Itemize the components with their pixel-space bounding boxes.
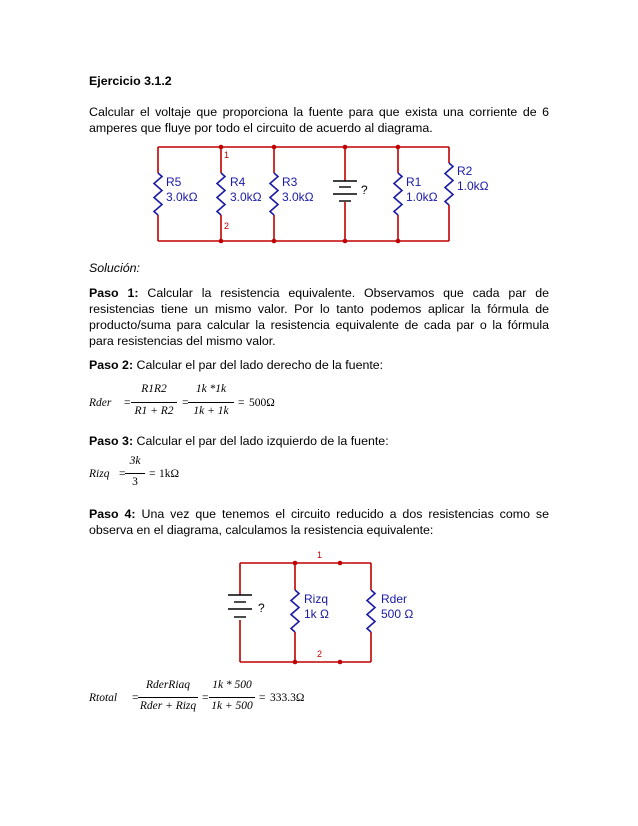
step2-text: Calcular el par del lado derecho de la fuente:: [136, 358, 384, 372]
r2-value: 1.0kΩ: [457, 179, 489, 193]
rder-equals-2: =: [182, 397, 189, 409]
rizq-result: 1kΩ: [159, 468, 180, 480]
step1-line-2: resistencias tiene un mismo valor. Por lo tanto podemos aplicar la fórmula de: [89, 302, 549, 316]
rizq-symbol: Rizq: [89, 468, 110, 480]
rtotal-symbol: Rtotal: [89, 692, 118, 704]
exercise-title: Ejercicio 3.1.2: [89, 74, 172, 88]
r4-name: R4: [230, 175, 246, 189]
rtotal-numerator-2: 1k * 500: [212, 679, 252, 691]
r3-name: R3: [282, 175, 298, 189]
r2-name: R2: [457, 164, 473, 178]
rtotal-result: 333.3Ω: [270, 692, 305, 704]
rizq-resistor-symbol: [291, 590, 299, 632]
solution-heading: Solución:: [89, 261, 140, 275]
circuit1-node-bottom: 2: [224, 221, 230, 231]
rder-equals-3: =: [238, 397, 245, 409]
rizq-denominator: 3: [132, 476, 138, 488]
r1-value: 1.0kΩ: [406, 190, 438, 204]
rizq-equals-1: =: [119, 468, 126, 480]
circuit2-node-bottom: 2: [317, 649, 323, 659]
intro-line-1: Calcular el voltaje que proporciona la fuente para que exista una corriente de 6: [89, 105, 549, 119]
r3-value: 3.0kΩ: [282, 190, 314, 204]
rder-denominator-2: 1k + 1k: [193, 405, 229, 417]
r5-name: R5: [166, 175, 182, 189]
rtotal-equals-3: =: [259, 692, 266, 704]
rizq-numerator: 3k: [129, 455, 141, 467]
rtotal-numerator-1: RderRiaq: [145, 679, 191, 691]
r5-value: 3.0kΩ: [166, 190, 198, 204]
r1-name: R1: [406, 175, 422, 189]
rder-resistor-symbol: [367, 590, 375, 632]
rizq-value: 1k Ω: [304, 607, 329, 621]
rder-result: 500Ω: [249, 397, 275, 409]
rder-denominator-1: R1 + R2: [134, 405, 174, 417]
step3-label: Paso 3:: [89, 434, 134, 448]
step1-label: Paso 1:: [89, 286, 139, 300]
step4-line-2: observa en el diagrama, calculamos la resistencia equivalente:: [89, 523, 434, 537]
rtotal-equals-1: =: [132, 692, 139, 704]
circuit1-source-label: ?: [361, 183, 368, 197]
rtotal-denominator-2: 1k + 500: [211, 700, 253, 712]
rder-equals-1: =: [124, 397, 131, 409]
step3-text: Calcular el par del lado izquierdo de la fuente:: [136, 434, 389, 448]
r4-value: 3.0kΩ: [230, 190, 262, 204]
step4-label: Paso 4:: [89, 507, 136, 521]
rtotal-equals-2: =: [202, 692, 209, 704]
rder-numerator-2: 1k *1k: [195, 383, 227, 395]
step1-text-1: Calcular la resistencia equivalente. Observamos que cada par de: [147, 286, 549, 300]
rder-symbol: Rder: [89, 397, 112, 409]
rizq-name: Rizq: [304, 592, 329, 606]
rder-numerator-1: R1R2: [141, 383, 167, 395]
step1-line-3: producto/suma para calcular la resistencia equivalente de cada par o la fórmula: [89, 318, 549, 332]
rder-name: Rder: [381, 592, 408, 606]
step1-line-4: para resistencias del mismo valor.: [89, 334, 276, 348]
fraction-bar: [209, 697, 255, 698]
battery-symbol-2: [228, 595, 252, 617]
rder-value: 500 Ω: [381, 607, 414, 621]
intro-line-2: amperes que fluye por todo el circuito de acuerdo al diagrama.: [89, 121, 433, 135]
circuit2-node-top: 1: [317, 550, 323, 560]
step2-label: Paso 2:: [89, 358, 134, 372]
step4-text-1: Una vez que tenemos el circuito reducido a dos resistencias como se: [141, 507, 549, 521]
rtotal-denominator-1: Rder + Rizq: [139, 700, 197, 712]
fraction-bar: [138, 697, 198, 698]
rizq-equals-2: =: [149, 468, 156, 480]
circuit2-source-label: ?: [258, 601, 265, 615]
circuit1-node-top: 1: [224, 150, 230, 160]
